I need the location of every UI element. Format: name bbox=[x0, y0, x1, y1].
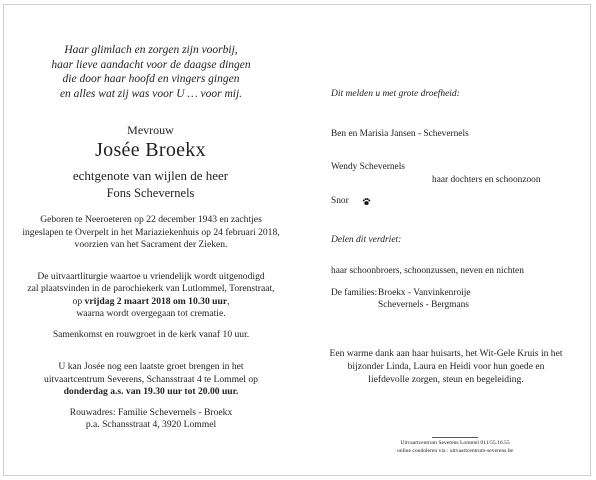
address-line: Rouwadres: Familie Schevernels - Broekx bbox=[69, 407, 233, 418]
thanks-line: Een warme dank aan haar huisarts, het Wit-Gele Kruis in het bbox=[329, 348, 563, 359]
farewell-line: uitvaartcentrum Severens, Schansstraat 4 te Lommel op bbox=[44, 373, 258, 385]
birth-line: voorzien van het Sacrament der Zieken. bbox=[74, 239, 228, 250]
poem-line: en alles wat zij was voor U … voor mij. bbox=[59, 87, 243, 100]
poem-line: Haar glimlach en zorgen zijn voorbij, bbox=[64, 44, 238, 56]
salutation: Mevrouw bbox=[127, 123, 174, 137]
footer bbox=[300, 440, 596, 455]
grief-line: haar schoonbroers, schoonzussen, neven en nichten bbox=[331, 266, 524, 276]
address-line: p.a. Schansstraat 4, 3920 Lommel bbox=[85, 419, 217, 431]
mourning-address bbox=[4, 407, 298, 432]
family-member: Ben en Marisia Jansen - Schevernels bbox=[331, 129, 469, 139]
funeral-line: zal plaatsvinden in de parochiekerk van Lutlommel, Torenstraat, bbox=[27, 283, 275, 295]
funeral-date: vrijdag 2 maart 2018 om 10.30 uur bbox=[84, 295, 228, 307]
family-line: Schevernels - Bergmans bbox=[378, 300, 469, 310]
poem bbox=[4, 43, 298, 101]
farewell-time: donderdag a.s. van 19.30 uur tot 20.00 uur. bbox=[63, 386, 239, 398]
thanks-line: liefdevolle zorgen, steun en begeleiding. bbox=[368, 374, 524, 386]
farewell-details bbox=[4, 361, 298, 399]
family-relation-note: haar dochters en schoonzoon bbox=[432, 175, 541, 185]
thanks-line: bijzonder Linda, Laura en Heidi voor hun goede en bbox=[347, 361, 545, 373]
footer-line: online condoleren via : uitvaartcentrum-severens.be bbox=[396, 447, 514, 454]
footer-line: Uitvaartcentrum Severens Lommel 011/55.16.55 bbox=[400, 440, 510, 446]
family-member: Wendy Schevernels bbox=[331, 162, 405, 172]
farewell-line: U kan Josée nog een laatste groet brengen in het bbox=[58, 361, 244, 372]
announce-intro: Dit melden u met grote droefheid: bbox=[331, 89, 460, 99]
poem-line: die door haar hoofd en vingers gingen bbox=[62, 73, 240, 86]
funeral-line: waarna wordt overgegaan tot crematie. bbox=[76, 308, 226, 320]
funeral-date-line: op vrijdag 2 maart 2018 om 10.30 uur, bbox=[72, 295, 230, 307]
spouse-name: Fons Schevernels bbox=[106, 186, 195, 200]
grief-intro: Delen dit verdriet: bbox=[331, 235, 402, 245]
thanks-message bbox=[300, 347, 592, 387]
funeral-details bbox=[4, 271, 298, 321]
birth-details bbox=[4, 214, 298, 252]
relation-line: echtgenote van wijlen de heer bbox=[72, 168, 229, 183]
poem-line: haar lieve aandacht voor de daagse dingen bbox=[51, 58, 251, 71]
memorial-card bbox=[3, 4, 591, 476]
footer-divider bbox=[432, 437, 478, 438]
funeral-line: De uitvaartliturgie waartoe u vriendelijk wordt uitgenodigd bbox=[37, 271, 265, 282]
family-line: Broekx - Vanvinkenroije bbox=[378, 288, 471, 298]
paw-icon bbox=[362, 193, 371, 211]
families-label: De families: bbox=[331, 288, 378, 298]
deceased-name: Josée Broekx bbox=[95, 139, 206, 161]
birth-line: Geboren te Neeroeteren op 22 december 1943 en zachtjes bbox=[40, 214, 262, 225]
pet-name: Snor bbox=[331, 196, 349, 206]
gathering-info: Samenkomst en rouwgroet in de kerk vanaf 10 uur. bbox=[52, 329, 250, 340]
birth-line: ingeslapen te Overpelt in het Mariaziekenhuis op 24 februari 2018, bbox=[22, 226, 280, 238]
